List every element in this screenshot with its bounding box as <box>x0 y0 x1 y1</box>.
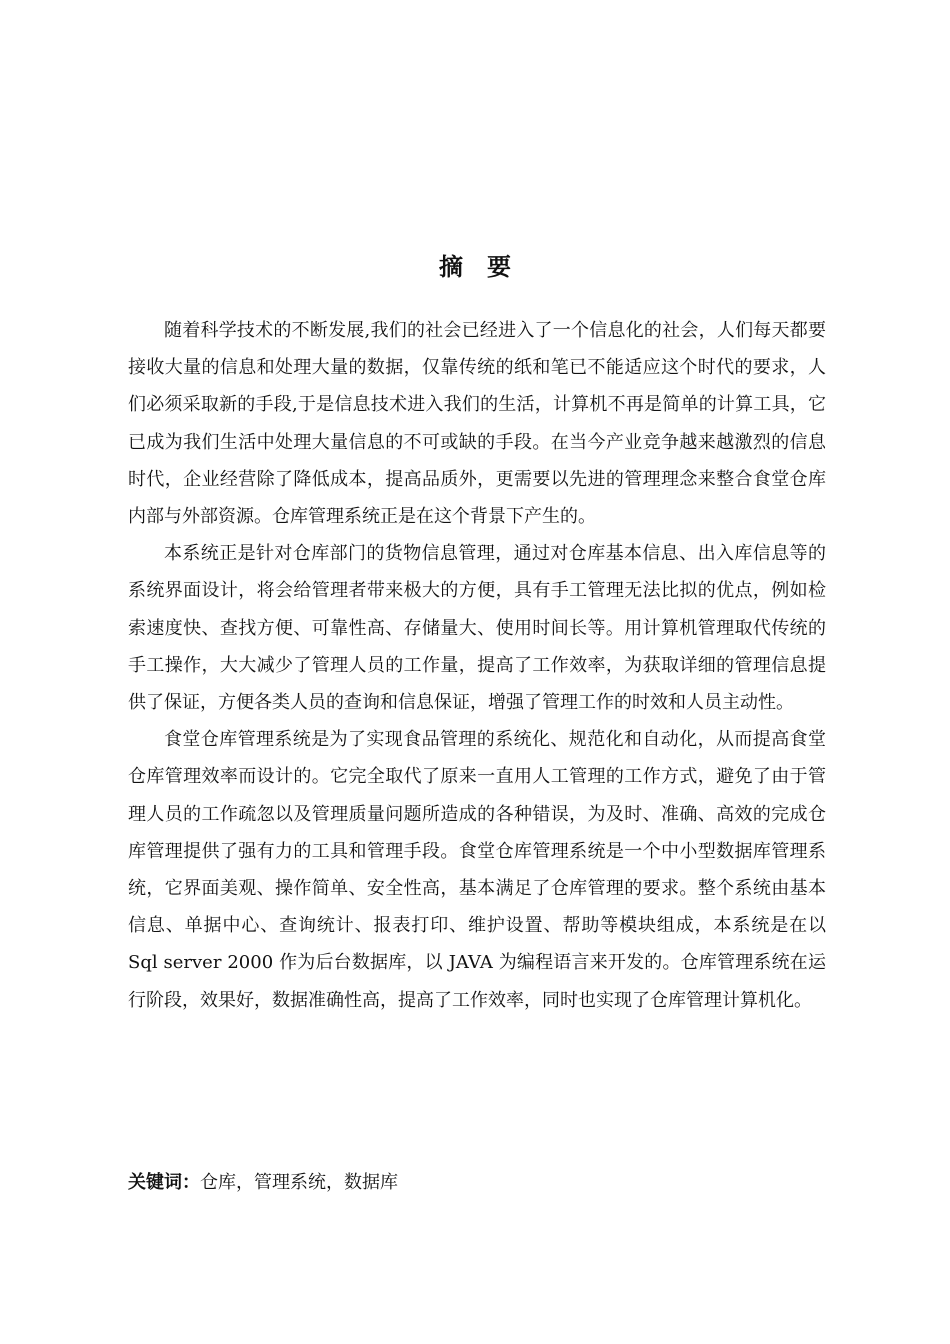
abstract-body <box>128 312 826 1019</box>
abstract-paragraph-2: 本系统正是针对仓库部门的货物信息管理，通过对仓库基本信息、出入库信息等的系统界面设计，将会给管理者带来极大的方便，具有手工管理无法比拟的优点，例如检索速度快、查找方便、可靠性高、存储量大、使用时间长等。用计算机管理取代传统的手工操作，大大减少了管理人员的工作量，提高了工作效率，为获取详细的管理信息提供了保证，方便各类人员的查询和信息保证，增强了管理工作的时效和人员主动性。 <box>128 543 826 714</box>
keywords-text: 仓库，管理系统，数据库 <box>200 1172 398 1193</box>
keywords-line <box>128 1165 826 1201</box>
keywords-label: 关键词： <box>128 1172 200 1193</box>
abstract-paragraph-3: 食堂仓库管理系统是为了实现食品管理的系统化、规范化和自动化，从而提高食堂仓库管理效率而设计的。它完全取代了原来一直用人工管理的工作方式，避免了由于管理人员的工作疏忽以及管理质量问题所造成的各种错误，为及时、准确、高效的完成仓库管理提供了强有力的工具和管理手段。食堂仓库管理系统是一个中小型数据库管理系统，它界面美观、操作简单、安全性高，基本满足了仓库管理的要求。整个系统由基本信息、单据中心、查询统计、报表打印、维护设置、帮助等模块组成，本系统是在以 Sql server 2000 作为后台数据库，以 JAVA 为编程语言来开发的。仓库管理系统在运行阶段，效果好，数据准确性高，提高了工作效率，同时也实现了仓库管理计算机化。 <box>128 729 826 1011</box>
abstract-title: 摘要 <box>439 253 535 281</box>
abstract-paragraph-1: 随着科学技术的不断发展,我们的社会已经进入了一个信息化的社会，人们每天都要接收大量的信息和处理大量的数据，仅靠传统的纸和笔已不能适应这个时代的要求，人们必须采取新的手段,于是信息技术进入我们的生活，计算机不再是简单的计算工具，它已成为我们生活中处理大量信息的不可或缺的手段。在当今产业竞争越来越激烈的信息时代，企业经营除了降低成本，提高品质外，更需要以先进的管理理念来整合食堂仓库内部与外部资源。仓库管理系统正是在这个背景下产生的。 <box>128 320 826 528</box>
